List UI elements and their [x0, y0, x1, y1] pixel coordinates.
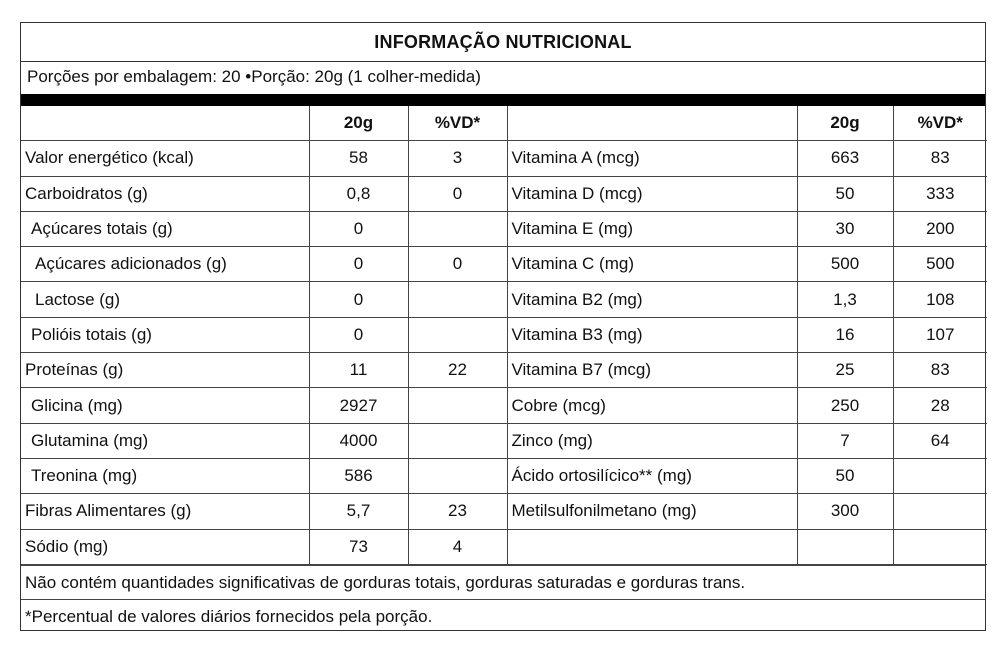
micronutrient-label: Vitamina B2 (mg) — [507, 282, 797, 317]
micronutrient-dv: 64 — [893, 423, 987, 458]
micronutrient-amount — [797, 529, 893, 564]
nutrient-amount: 586 — [309, 458, 408, 493]
serving-info: Porções por embalagem: 20 •Porção: 20g (1 colher-medida) — [27, 67, 481, 86]
thick-divider — [21, 94, 985, 106]
header-amount-left: 20g — [309, 106, 408, 141]
micronutrient-label — [507, 529, 797, 564]
header-amount-right: 20g — [797, 106, 893, 141]
micronutrient-label: Metilsulfonilmetano (mg) — [507, 494, 797, 529]
micronutrient-dv: 83 — [893, 141, 987, 176]
micronutrient-label: Vitamina D (mcg) — [507, 176, 797, 211]
micronutrient-amount: 30 — [797, 211, 893, 246]
nutrient-label: Glutamina (mg) — [21, 423, 309, 458]
micronutrient-amount: 250 — [797, 388, 893, 423]
header-blank-right — [507, 106, 797, 141]
nutrient-amount: 0 — [309, 247, 408, 282]
nutrient-amount: 0 — [309, 211, 408, 246]
micronutrient-dv: 333 — [893, 176, 987, 211]
micronutrient-amount: 16 — [797, 317, 893, 352]
nutrient-label: Glicina (mg) — [21, 388, 309, 423]
micronutrient-dv: 83 — [893, 353, 987, 388]
micronutrient-label: Cobre (mcg) — [507, 388, 797, 423]
nutrition-table — [21, 106, 987, 565]
table-row — [21, 211, 987, 246]
nutrient-dv: 0 — [408, 247, 507, 282]
header-dv-left: %VD* — [408, 106, 507, 141]
nutrient-label: Treonina (mg) — [21, 458, 309, 493]
nutrient-label: Carboidratos (g) — [21, 176, 309, 211]
nutrient-amount: 2927 — [309, 388, 408, 423]
micronutrient-dv: 500 — [893, 247, 987, 282]
micronutrient-amount: 50 — [797, 458, 893, 493]
micronutrient-amount: 1,3 — [797, 282, 893, 317]
table-row — [21, 494, 987, 529]
micronutrient-dv — [893, 529, 987, 564]
nutrient-dv: 23 — [408, 494, 507, 529]
micronutrient-amount: 500 — [797, 247, 893, 282]
micronutrient-dv: 200 — [893, 211, 987, 246]
header-dv-right: %VD* — [893, 106, 987, 141]
nutrient-label: Valor energético (kcal) — [21, 141, 309, 176]
table-row — [21, 388, 987, 423]
table-row — [21, 353, 987, 388]
nutrient-amount: 0 — [309, 317, 408, 352]
nutrient-amount: 4000 — [309, 423, 408, 458]
nutrient-amount: 0,8 — [309, 176, 408, 211]
table-row — [21, 247, 987, 282]
footnote-fats: Não contém quantidades significativas de gorduras totais, gorduras saturadas e gorduras trans. — [21, 565, 985, 599]
micronutrient-dv: 28 — [893, 388, 987, 423]
nutrient-dv — [408, 423, 507, 458]
nutrient-dv: 4 — [408, 529, 507, 564]
panel-title: INFORMAÇÃO NUTRICIONAL — [21, 23, 985, 62]
table-row — [21, 317, 987, 352]
nutrient-amount: 58 — [309, 141, 408, 176]
nutrient-dv: 3 — [408, 141, 507, 176]
nutrient-amount: 11 — [309, 353, 408, 388]
micronutrient-amount: 300 — [797, 494, 893, 529]
table-row — [21, 423, 987, 458]
table-header-row — [21, 106, 987, 141]
micronutrient-dv: 107 — [893, 317, 987, 352]
nutrient-label: Lactose (g) — [21, 282, 309, 317]
nutrient-amount: 5,7 — [309, 494, 408, 529]
micronutrient-label: Vitamina C (mg) — [507, 247, 797, 282]
nutrient-label: Polióis totais (g) — [21, 317, 309, 352]
nutrient-dv — [408, 458, 507, 493]
micronutrient-label: Ácido ortosilícico** (mg) — [507, 458, 797, 493]
header-blank-left — [21, 106, 309, 141]
micronutrient-amount: 663 — [797, 141, 893, 176]
micronutrient-amount: 7 — [797, 423, 893, 458]
table-row — [21, 529, 987, 564]
nutrient-label: Proteínas (g) — [21, 353, 309, 388]
nutrient-amount: 73 — [309, 529, 408, 564]
micronutrient-label: Vitamina E (mg) — [507, 211, 797, 246]
nutrient-dv: 22 — [408, 353, 507, 388]
nutrient-dv — [408, 317, 507, 352]
table-row — [21, 458, 987, 493]
nutrient-label: Açúcares totais (g) — [21, 211, 309, 246]
table-row — [21, 176, 987, 211]
nutrient-label: Açúcares adicionados (g) — [21, 247, 309, 282]
micronutrient-dv — [893, 458, 987, 493]
table-row — [21, 282, 987, 317]
micronutrient-dv: 108 — [893, 282, 987, 317]
micronutrient-label: Vitamina A (mcg) — [507, 141, 797, 176]
nutrient-dv — [408, 211, 507, 246]
nutrient-label: Fibras Alimentares (g) — [21, 494, 309, 529]
nutrition-facts-panel — [20, 22, 986, 631]
micronutrient-dv — [893, 494, 987, 529]
footnote-dv: *Percentual de valores diários fornecidos pela porção. — [21, 599, 985, 633]
nutrient-amount: 0 — [309, 282, 408, 317]
nutrient-dv — [408, 282, 507, 317]
micronutrient-amount: 50 — [797, 176, 893, 211]
nutrient-dv: 0 — [408, 176, 507, 211]
micronutrient-amount: 25 — [797, 353, 893, 388]
micronutrient-label: Zinco (mg) — [507, 423, 797, 458]
micronutrient-label: Vitamina B3 (mg) — [507, 317, 797, 352]
nutrient-label: Sódio (mg) — [21, 529, 309, 564]
nutrition-table-body — [21, 106, 987, 564]
nutrient-dv — [408, 388, 507, 423]
micronutrient-label: Vitamina B7 (mcg) — [507, 353, 797, 388]
table-row — [21, 141, 987, 176]
